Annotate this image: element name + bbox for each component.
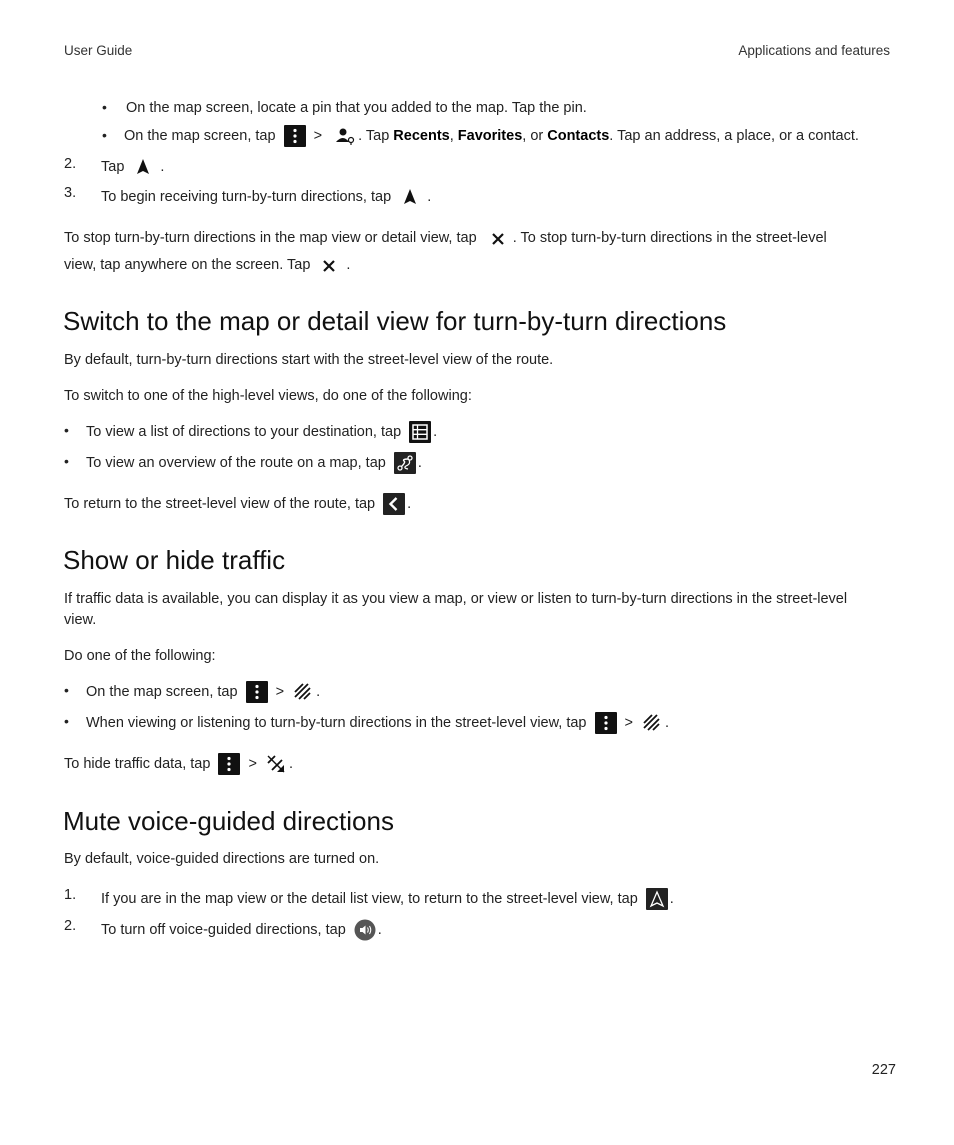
- return-text: To return to the street-level view of the route, tap: [64, 495, 376, 512]
- period: .: [316, 683, 321, 700]
- step-text: To begin receiving turn-by-turn directions, tap: [101, 188, 392, 205]
- switch-bullet-route: [86, 452, 422, 474]
- step-text: On the map screen, tap: [124, 127, 276, 144]
- contact-pin-icon: [334, 125, 356, 147]
- bullet-text: On the map screen, tap: [86, 683, 238, 700]
- switch-paragraph-2: To switch to one of the high-level views, do one of the following:: [64, 388, 472, 404]
- more-vertical-icon: [595, 712, 617, 734]
- stop-text: . To stop turn-by-turn directions in the street-level: [512, 229, 827, 246]
- stop-text: view, tap anywhere on the screen. Tap: [64, 256, 311, 273]
- step-text: Tap: [101, 158, 125, 175]
- chevron-left-icon: [383, 493, 405, 515]
- step-number: 3.: [64, 185, 77, 201]
- directions-list-icon: [409, 421, 431, 443]
- switch-paragraph-1: By default, turn-by-turn directions start with the street-level view of the route.: [64, 352, 554, 368]
- page-number: 227: [871, 1062, 896, 1078]
- period: .: [289, 755, 294, 772]
- bullet-marker: •: [102, 127, 107, 143]
- period: .: [417, 454, 422, 471]
- period: .: [346, 256, 351, 273]
- route-overview-icon: [394, 452, 416, 474]
- period: .: [377, 921, 382, 938]
- step-text: To turn off voice-guided directions, tap: [101, 921, 346, 938]
- section-title-switch-view: Switch to the map or detail view for turn-by-turn directions: [63, 306, 727, 336]
- bullet-marker: •: [64, 682, 69, 698]
- street-level-arrow-icon: [646, 888, 668, 910]
- switch-bullet-list: [86, 421, 437, 443]
- favorites-label: Favorites: [457, 127, 523, 144]
- traffic-bullet-2: [86, 712, 669, 734]
- more-vertical-icon: [284, 125, 306, 147]
- step-text: . Tap: [358, 127, 394, 144]
- period: .: [669, 890, 674, 907]
- bullet-text: To view a list of directions to your destination, tap: [86, 423, 402, 440]
- stop-line-2: [64, 254, 350, 276]
- period: .: [160, 158, 165, 175]
- contacts-label: Contacts: [547, 127, 610, 144]
- traffic-paragraph-1-line-1: If traffic data is available, you can display it as you view a map, or view or listen to turn-by-turn directions in the street-level: [64, 591, 848, 607]
- separator: >: [624, 714, 634, 731]
- stop-text: To stop turn-by-turn directions in the map view or detail view, tap: [64, 229, 477, 246]
- period: .: [407, 495, 412, 512]
- step-3: [101, 186, 431, 208]
- bullet-marker: •: [64, 453, 69, 469]
- header-right: Applications and features: [738, 43, 890, 58]
- traffic-bullet-1: [86, 681, 320, 703]
- mute-step-1: [101, 888, 674, 910]
- separator: >: [275, 683, 285, 700]
- step-number: 1.: [64, 887, 77, 903]
- navigation-arrow-icon: [399, 186, 421, 208]
- mute-step-2: [101, 919, 382, 941]
- step-text: If you are in the map view or the detail list view, to return to the street-level view, tap: [101, 890, 638, 907]
- step-bullet-2: [124, 125, 859, 147]
- bullet-text: To view an overview of the route on a map, tap: [86, 454, 386, 471]
- period: .: [665, 714, 670, 731]
- speaker-icon: [354, 919, 376, 941]
- traffic-paragraph-3: [64, 753, 293, 775]
- step-bullet-1: On the map screen, locate a pin that you added to the map. Tap the pin.: [126, 100, 587, 116]
- close-x-icon: [487, 227, 509, 249]
- header-left: User Guide: [64, 43, 133, 58]
- stop-line-1: [64, 227, 827, 249]
- traffic-paragraph-2: Do one of the following:: [64, 648, 216, 664]
- mute-paragraph-1: By default, voice-guided directions are turned on.: [64, 851, 380, 867]
- bullet-text: When viewing or listening to turn-by-turn directions in the street-level view, tap: [86, 714, 587, 731]
- switch-paragraph-3: [64, 493, 411, 515]
- step-2: [101, 156, 164, 178]
- navigation-arrow-icon: [132, 156, 154, 178]
- separator: >: [313, 127, 323, 144]
- bullet-marker: •: [64, 422, 69, 438]
- step-text: . Tap an address, a place, or a contact.: [609, 127, 859, 144]
- traffic-icon: [292, 681, 314, 703]
- recents-label: Recents: [393, 127, 450, 144]
- traffic-icon: [641, 712, 663, 734]
- section-title-mute: Mute voice-guided directions: [63, 806, 394, 836]
- or-text: , or: [522, 127, 548, 144]
- bullet-marker: •: [102, 99, 107, 115]
- step-number: 2.: [64, 156, 77, 172]
- separator: >: [248, 755, 257, 772]
- traffic-off-icon: [265, 753, 287, 775]
- traffic-paragraph-1-line-2: view.: [64, 612, 97, 628]
- comma: ,: [449, 127, 458, 144]
- step-number: 2.: [64, 918, 77, 934]
- hide-traffic-text: To hide traffic data, tap: [64, 755, 211, 772]
- more-vertical-icon: [246, 681, 268, 703]
- bullet-marker: •: [64, 713, 69, 729]
- more-vertical-icon: [218, 753, 240, 775]
- period: .: [427, 188, 432, 205]
- section-title-traffic: Show or hide traffic: [63, 545, 286, 575]
- close-x-icon: [318, 254, 340, 276]
- period: .: [433, 423, 438, 440]
